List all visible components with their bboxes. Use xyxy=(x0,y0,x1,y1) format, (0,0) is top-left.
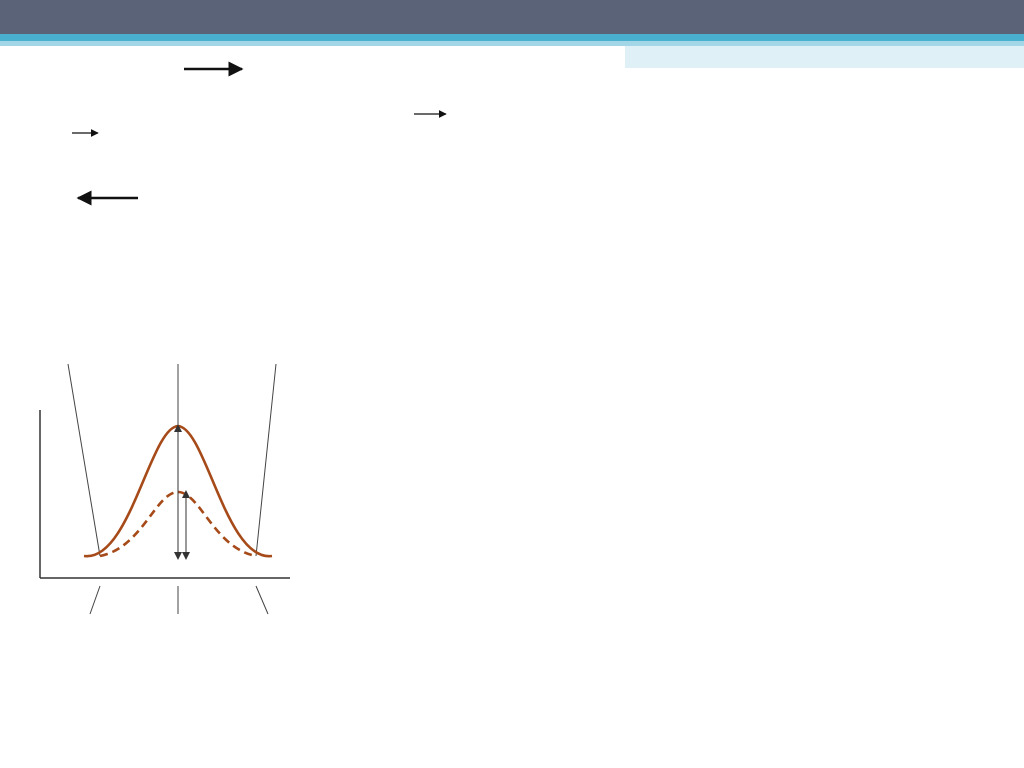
slide-body xyxy=(388,278,966,280)
qi-arrow-head xyxy=(182,552,190,560)
accent-stripe xyxy=(0,34,1024,41)
guide-line xyxy=(68,364,100,556)
guide-line xyxy=(90,586,100,614)
energy-diagram xyxy=(0,285,385,685)
guide-line xyxy=(256,364,276,556)
mechanism-figure xyxy=(0,46,625,268)
accent-stripe-pale xyxy=(625,46,1024,68)
title-bar xyxy=(0,0,1024,34)
guide-line xyxy=(256,586,268,614)
qv-arrow-head xyxy=(174,552,182,560)
